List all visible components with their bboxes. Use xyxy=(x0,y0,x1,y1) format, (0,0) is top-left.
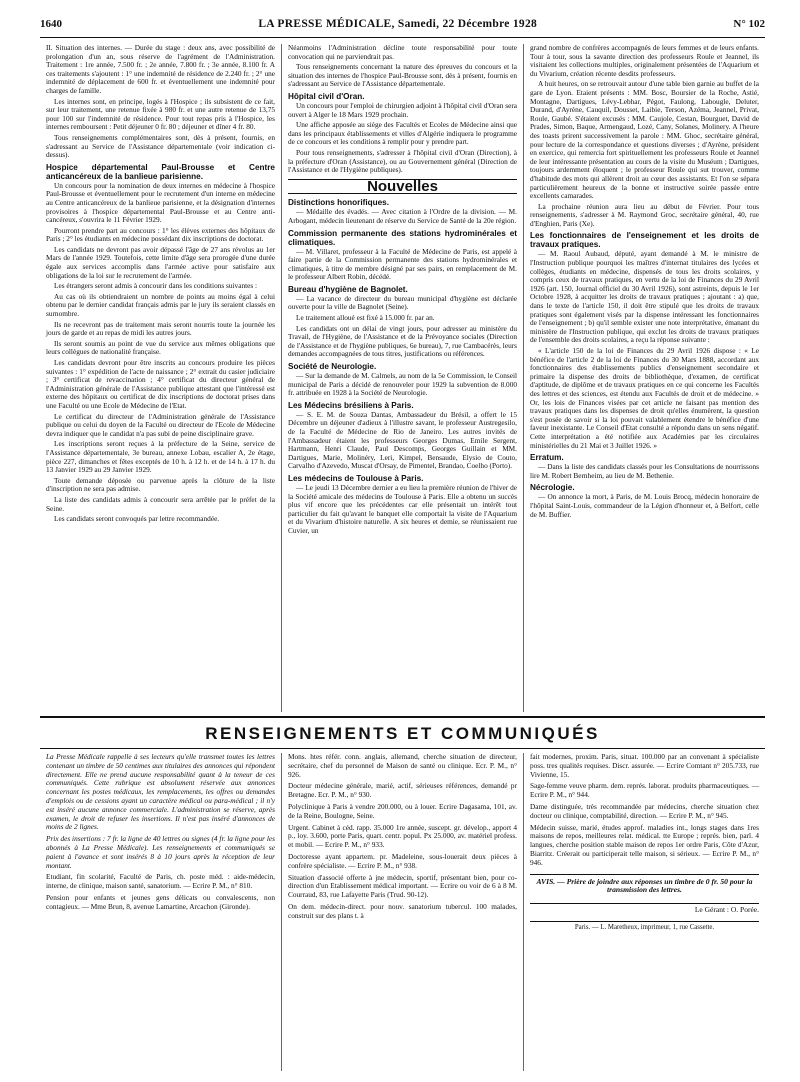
section-heading: Distinctions honorifiques. xyxy=(288,198,389,208)
classified-ad: fait modernes, proxim. Paris, situat. 100.000 par an convenant à spécialiste poss. tres qualités requises. Discr. assurée. — Ecrire Comtant n° 205.733, rue Vivienne, 15. xyxy=(530,753,759,779)
paragraph: A huit heures, on se retrouvait autour d'une table bien garnie au buffet de la gare de Lyon. Etaient présents : MM. Bosc, Boursier de la Roche, Astié, Montagne, Dartigues, Lévy-Lebhar, Pégot, Faulong, Labougle, Deluter, Durand, d'Ayrène, Cauquil, Dousset, Laibie, Terson, Azéma, Jeannel, Privat, Roule, Gaubé. S'étaient excusés : MM. Caujole, Cestan, Bourguet, David de Prades, Simon, Baque, Armengaud, Lozé, Cany, Solanes, Molinery. A l'heure des toasts prirent successivement la parole : MM. Ghoc, secrétaire général, pour lecture de la correspondance et questions diverses ; d'Ayrène, président en exercice, qui remercia fort spirituellement les professeurs Roule et Jeannel de leur intéressante présentation au cours de la visite du Muséum ; Dartigues, toujours ardemment éloquent ; le professeur Roule qui sut trouver, comme d'habitude des mots qui allèrent droit au cœur des assistants. Et l'on se sépara particulièrement heureux de la bonne et instructive soirée passée entre excellents camarades. xyxy=(530,79,759,201)
paragraph: II. Situation des internes. — Durée du stage : deux ans, avec possibilité de prolongation d'un an, sous réserve de l'agrément de l'Administration. Traitement : 1re année, 7.500 fr. ; 2e année, 7.800 fr. ; 3e année, 8.100 fr. A ces traitements s'ajoutent : 1° une indemnité de résidence de 2.240 fr. ; 2° une indemnité de déplacement de 600 fr. et éventuellement une indemnité pour charges de famille. xyxy=(46,44,275,95)
paragraph: Les candidats seront convoqués par lettre recommandée. xyxy=(54,514,220,524)
paragraph: Ils ne recevront pas de traitement mais seront nourris toute la journée les jours de garde et au repas de midi les autres jours. xyxy=(46,319,275,338)
section-heading: Hôpital civil d'Oran. xyxy=(288,91,365,101)
paragraph: Néanmoins l'Administration décline toute responsabilité pour toute convocation qui ne parviendrait pas. xyxy=(288,44,517,61)
article-columns xyxy=(40,44,765,712)
classifieds-title: RENSEIGNEMENTS ET COMMUNIQUÉS xyxy=(40,716,765,749)
paragraph: Les candidats ne devront pas avoir dépassé l'âge de 27 ans révolus au 1er Mars de l'année 1929. Toutefois, cette limite d'âge sera prorogée d'une durée égale aux services accomplis dans l'armée active pour satisfaire aux obligations de la loi sur le recrutement de l'armée. xyxy=(46,244,275,280)
paragraph: La prochaine réunion aura lieu au début de Février. Pour tous renseignements, s'adresser à M. Raymond Groc, secrétaire général, 40, rue d'Enghien, Paris (Xe). xyxy=(530,201,759,228)
paragraph: Les étrangers seront admis à concourir dans les conditions suivantes : xyxy=(54,281,258,291)
classified-ad: On dem. médecin-direct. pour nouv. sanatorium tubercul. 100 malades, construit sur des plans t. à xyxy=(288,901,517,920)
newspaper-page xyxy=(40,18,765,1071)
page-header xyxy=(40,18,765,38)
paragraph: « L'article 150 de la loi de Finances du 29 Avril 1926 dispose : « Le bénéfice de l'article 2 de la loi de Finances du 30 Mars 1888, accordant aux fonctionnaires des établissements publics d'enseignement secondaire et primaire la dispense des droits de bibliothèque, d'examen, de certificat d'aptitude, de diplôme et de travaux pratiques en ce qui concerne les Facultés des lettres et des sciences, est étendu aux Facultés de droit et de médecine. » Or, les lois de Finances visées par cet article ne faisant pas mention des travaux pratiques dans les dispenses de droit qu'elles énumèrent, la question s'est posée de savoir si la loi pouvait valablement étendre le bénéfice d'une faveur inexistante. Le Conseil d'Etat consulté a répondu dans un sens négatif. Cette interprétation a été notifiée aux Académies par les circulaires ministérielles du 21 Mai et 3 Juillet 1926. » xyxy=(530,346,759,450)
paragraph: Toute demande déposée ou parvenue après la clôture de la liste d'inscription ne sera pas admise. xyxy=(46,475,275,494)
classifieds-column-2 xyxy=(281,753,523,1071)
classified-ad: Etudiant, fin scolarité, Faculté de Paris, ch. poste méd. : aide-médecin, interne, de clinique, maison santé, sanatorium. — Ecrire P. M., n° 810. xyxy=(46,872,275,891)
paragraph: — On annonce la mort, à Paris, de M. Louis Brocq, médecin honoraire de l'hôpital Saint-Louis, commandeur de la Légion d'honneur et, à Belfort, celle de M. Buffier. xyxy=(530,492,759,519)
section-heading: Nécrologie. xyxy=(530,483,575,493)
section-heading: Société de Neurologie. xyxy=(288,362,377,372)
gerant-line: Le Gérant : O. Porée. xyxy=(530,903,759,915)
classifieds-columns xyxy=(40,753,765,1071)
paragraph: Tous renseignements complémentaires sont, dès à présent, fournis, en s'adressant au Service de l'Assistance départementale (voir indication ci-dessus). xyxy=(46,132,275,160)
printer-line: Paris. — L. Maretheux, imprimeur, 1, rue Cassette. xyxy=(530,921,759,933)
paragraph: Le certificat du directeur de l'Administration générale de l'Assistance publique ou celui du doyen de la Faculté ou directeur de l'Ecole de Médecine devra indiquer que le candidat n'a pas subi de peine disciplinaire grave. xyxy=(46,411,275,438)
section-heading: Bureau d'hygiène de Bagnolet. xyxy=(288,284,408,294)
classified-ad: Mons. htes référ. conn. anglais, allemand, cherche situation de directeur, secrétaire, chef du personnel de Maison de santé ou clinique. Ecr. P. M., n° 926. xyxy=(288,753,517,779)
paragraph: Ils seront soumis au point de vue du service aux mêmes obligations que leurs collègues de nationalité française. xyxy=(46,338,275,357)
classified-ad: Urgent. Cabinet à céd. rapp. 35.000 1re année, suscept. gr. dévelop., apport 4 p., loy. 3.600, porte Paris, quart. centr. popul. Px 25.000, av. matériel profess. et mobil. — Ecrire P. M., n° 933. xyxy=(288,822,517,850)
paragraph: Tous renseignements concernant la nature des épreuves du concours et la situation des internes de l'hospice Paul-Brousse sont, dès à présent, fournis en s'adressant au Service de l'Assistance départementale. xyxy=(288,62,517,89)
column-3 xyxy=(523,44,765,712)
masthead: LA PRESSE MÉDICALE, Samedi, 22 Décembre 1928 xyxy=(258,18,538,30)
classified-ad: Docteur médecine générale, marié, actif, sérieuses références, demandé pr Bretagne. Ecr. P. M., n° 930. xyxy=(288,781,517,800)
nouvelles-heading: Nouvelles xyxy=(288,179,517,195)
insertion-prices: Prix des insertions : 7 fr. la ligne de 40 lettres ou signes (4 fr. la ligne pour les abonnés à La Presse Médicale). Les renseignements et communiqués se paient à l'avance et sont insérés 8 à 10 jours après la réception de leur montant. xyxy=(46,834,275,870)
paragraph: Les candidats devront pour être inscrits au concours produire les pièces suivantes : 1° expédition de l'acte de naissance ; 2° extrait du casier judiciaire ; 3° certificat de revaccination ; 4° certificat du directeur général de l'Administration générale de l'Assistance publique attestant que l'intéressé est externe des hôpitaux ou certificat de dix inscriptions de doctorat prises dans une Faculté ou une Ecole de Médecine de l'Etat. xyxy=(46,358,275,410)
paragraph: — La vacance de directeur du bureau municipal d'hygiène est déclarée ouverte pour la ville de Bagnolet (Seine). xyxy=(288,293,517,312)
classified-ad: Médecin suisse, marié, études approf. maladies int., longs stages dans 1res maisons de repos, meilleures relat. médical. tte Europe ; représ. bien, parl. 4 langues, cherche position stable maison de repos 1er ordre Paris, Côte d'Azur, Biarritz. Créerait ou participerait telle maison, si sérieux. — Ecrire P. M., n° 946. xyxy=(530,822,759,867)
classified-ad: Sage-femme veuve pharm. dem. représ. laborat. produits pharmaceutiques. — Ecrire P. M., n° 944. xyxy=(530,781,759,800)
section-heading: Erratum. xyxy=(530,453,564,463)
page-number: 1640 xyxy=(40,18,62,30)
paragraph: — Le jeudi 13 Décembre dernier a eu lieu la première réunion de l'hiver de la Société amicale des médecins de Toulouse à Paris. Elle a obtenu un succès plus vif encore que les précédentes car elle présentait un intérêt tout particulier du fait qu'avant le banquet elle comportait la visite de l'Aquarium et du Vivarium d'histoire naturelle. A six heures et demie, se réunissaient rue Cuvier, un xyxy=(288,482,517,535)
classified-ad: Situation d'associé offerte à jne médecin, sportif, présentant bien, pour co-direction d'un Etablissement médical important. — Ecrire ou voir de 6 à 8 M. Courraud, 83, rue Lafayette Paris (Trud. 90-12). xyxy=(288,872,517,900)
paragraph: Pourront prendre part au concours : 1° les élèves externes des hôpitaux de Paris ; 2° les étudiants en médecine possédant dix inscriptions de doctorat. xyxy=(46,225,275,244)
classified-ad: Pension pour enfants et jeunes gens délicats ou convalescents, non contagieux. — Mme Brun, 8, avenue Lamartine, Arcachon (Gironde). xyxy=(46,892,275,911)
column-2 xyxy=(281,44,523,712)
paragraph: Au cas où ils obtiendraient un nombre de points au moins égal à celui obtenu par le dernier candidat français admis par le jury ils seraient classés en surnombre. xyxy=(46,291,275,319)
section-heading: Les fonctionnaires de l'enseignement et les droits de travaux pratiques. xyxy=(530,231,759,250)
paragraph: — Médaille des évadés. — Avec citation à l'Ordre de la division. — M. Arbogant, médecin lieutenant de réserve du Service de Santé de la 20e région. xyxy=(288,207,517,225)
paragraph: — S. E. M. de Souza Dantas, Ambassadeur du Brésil, a offert le 15 Décembre un déjeuner d'adieux à l'illustre savant, le professeur Austregesilo, de la Faculté de Médecine de Rio de Janeiro. Les autres invités de l'Ambassadeur étaient les professeurs Georges Dumas, Emile Sergent, Hartmann, Henri Claude, Paul Descomps, Georges Guillain et MM. Dartigues, Marie, Molinéry, Leri, Kimpel, Bensaude, Elysio de Couto, Carvalho d'Azevedo, Muscat d'Orsay, de Pimentel, Brandao, Coelho (Porto). xyxy=(288,409,517,471)
column-1 xyxy=(40,44,281,712)
classified-ad: Doctoresse ayant appartem. pr. Madeleine, sous-louerait deux pièces à confrère spécialiste. — Ecrire P. M., n° 938. xyxy=(288,851,517,870)
paragraph: Le traitement alloué est fixé à 15.000 fr. par an. xyxy=(296,313,435,323)
paragraph: Pour tous renseignements, s'adresser à l'hôpital civil d'Oran (Direction), à la préfecture d'Oran (Assistance), ou au Gouvernement général (Direction de l'Assistance et de l'Hygiène publiques). xyxy=(288,147,517,175)
classifieds-intro: La Presse Médicale rappelle à ses lecteurs qu'elle transmet toutes les lettres contenant un timbre de 50 centimes aux titulaires des annonces qui répondent directement. Elle ne prend aucune responsabilité quant à la teneur de ces communiqués. Cette rubrique est absolument réservée aux annonces concernant les postes médicaux, les remplacements, les offres ou demandes d'emplois ou de cessions ayant un caractère médical ou para-médical ; il n'y est inséré aucune annonce commerciale. L'administration se réserve, après examen, le droit de refuser les insertions. Il n'est pas inséré d'annonces de moins de 2 lignes. xyxy=(46,753,275,832)
classifieds-column-3 xyxy=(523,753,765,1071)
classified-ad: Dame distinguée, très recommandée par médecins, cherche situation chez docteur ou clinique, comptabilité, direction. — Ecrire P. M., n° 945. xyxy=(530,801,759,820)
section-heading: Commission permanente des stations hydrominérales et climatiques. xyxy=(288,228,517,247)
issue-number: N° 102 xyxy=(733,18,765,30)
avis-notice: AVIS. — Prière de joindre aux réponses un timbre de 0 fr. 50 pour la transmission des lettres. xyxy=(530,874,759,896)
paragraph: Un concours pour la nomination de deux internes en médecine à l'hospice Paul-Brousse et éventuellement pour le recrutement d'un interne en médecine au Centre anticancéreux de la banlieue parisienne, et la désignation d'internes provisoires à l'hospice départemental Paul-Brousse et au Centre anti-cancéreux, s'ouvrira le 11 Février 1929. xyxy=(46,180,275,225)
classifieds-column-1 xyxy=(40,753,281,1071)
paragraph: Un concours pour l'emploi de chirurgien adjoint à l'hôpital civil d'Oran sera ouvert à Alger le 18 Mars 1929 prochain. xyxy=(288,100,517,119)
paragraph: La liste des candidats admis à concourir sera arrêtée par le préfet de la Seine. xyxy=(46,494,275,513)
paragraph: Les internes sont, en principe, logés à l'Hospice ; ils subsistent de ce fait, sur leur traitement, une retenue fixée à 980 fr. et une autre retenue de 13,75 pour 100 sur l'indemnité de résidence. Pour tout repas pris à l'Hospice, les internes remboursent : Petit déjeuner 0 fr. 80 ; déjeuner et dîner 4 fr. 80. xyxy=(46,96,275,132)
section-heading: Les Médecins brésiliens à Paris. xyxy=(288,400,414,410)
section-heading: Hospice départemental Paul-Brousse et Centre anticancéreux de la banlieue parisienne. xyxy=(46,162,275,181)
classified-ad: Polyclinique à Paris à vendre 200.000, ou à louer. Ecrire Dagasama, 101, av. de la Reine, Boulogne, Seine. xyxy=(288,801,517,820)
paragraph: — Dans la liste des candidats classés pour les Consultations de nourrissons lire M. Robert Bernheim, au lieu de M. Bethenie. xyxy=(530,462,759,480)
paragraph: Une affiche apposée au siège des Facultés et Ecoles de Médecine ainsi que dans les principaux établissements et villes d'Algérie indiquera le programme de ce concours et les conditions à remplir pour y prendre part. xyxy=(288,120,517,147)
paragraph: — Sur la demande de M. Calmels, au nom de la 5e Commission, le Conseil municipal de Paris a décidé de renouveler pour 1929 la subvention de 8.000 fr. attribuée en 1928 à la Société de Neurologie. xyxy=(288,371,517,398)
paragraph: — M. Villaret, professeur à la Faculté de Médecine de Paris, est appelé à faire partie de la Commission permanente des stations hydrominérales et climatiques, à titre de membre désigné par ses pairs, en remplacement de M. le professeur Albert Robin, décédé. xyxy=(288,246,517,282)
paragraph: Les candidats ont un délai de vingt jours, pour adresser au ministère du Travail, de l'Hygiène, de l'Assistance et de la Prévoyance sociales (Direction de l'Assistance et de l'hygiène publiques, 6e bureau), 7, rue Cambacérès, leurs demandes accompagnées de tous titres, justifications ou références. xyxy=(288,323,517,359)
paragraph: Les inscriptions seront reçues à la préfecture de la Seine, service de l'Assistance départementale, 3e bureau, annexe Lobau, escalier A, 2e étage, pièce 227, dimanches et fêtes exceptés de 10 h. à 12 h. et de 14 h. à 17 h. du 13 Janvier 1929 au 29 Janvier 1929. xyxy=(46,439,275,475)
paragraph: grand nombre de confrères accompagnés de leurs femmes et de leurs enfants. Tour à tour, sous la savante direction des professeurs Roule et Jeannel, ils visitaient les collections multiples, originalement présentées de l'Aquarium et du Vivarium, création récente desdits professeurs. xyxy=(530,44,759,78)
paragraph: — M. Raoul Aubaud, député, ayant demandé à M. le ministre de l'Instruction publique pourquoi les maîtres d'internat titulaires des lycées et collèges, étudiants en médecine, dispensés de tous les droits scolaires, y compris ceux de travaux pratiques, en vertu de la loi de Finances du 29 Avril 1926 (art. 150, Journal officiel du 30 Avril 1926), sont astreints, depuis le 1er Octobre 1928, à acquitter les droits de travaux pratiques ; ajoutant : a) que, dans le texte de l'article 150, il doit être stipulé que les droits de travaux pratiques sont également visés par la dispense intéressant les fonctionnaires de l'enseignement ; b) qu'il semble exister une note interprétative, émanant du ministère de l'Instruction publique, qui exclut les droits de travaux pratiques de l'ensemble des droits scolaires, a reçu la réponse suivante : xyxy=(530,249,759,345)
section-heading: Les médecins de Toulouse à Paris. xyxy=(288,473,424,483)
